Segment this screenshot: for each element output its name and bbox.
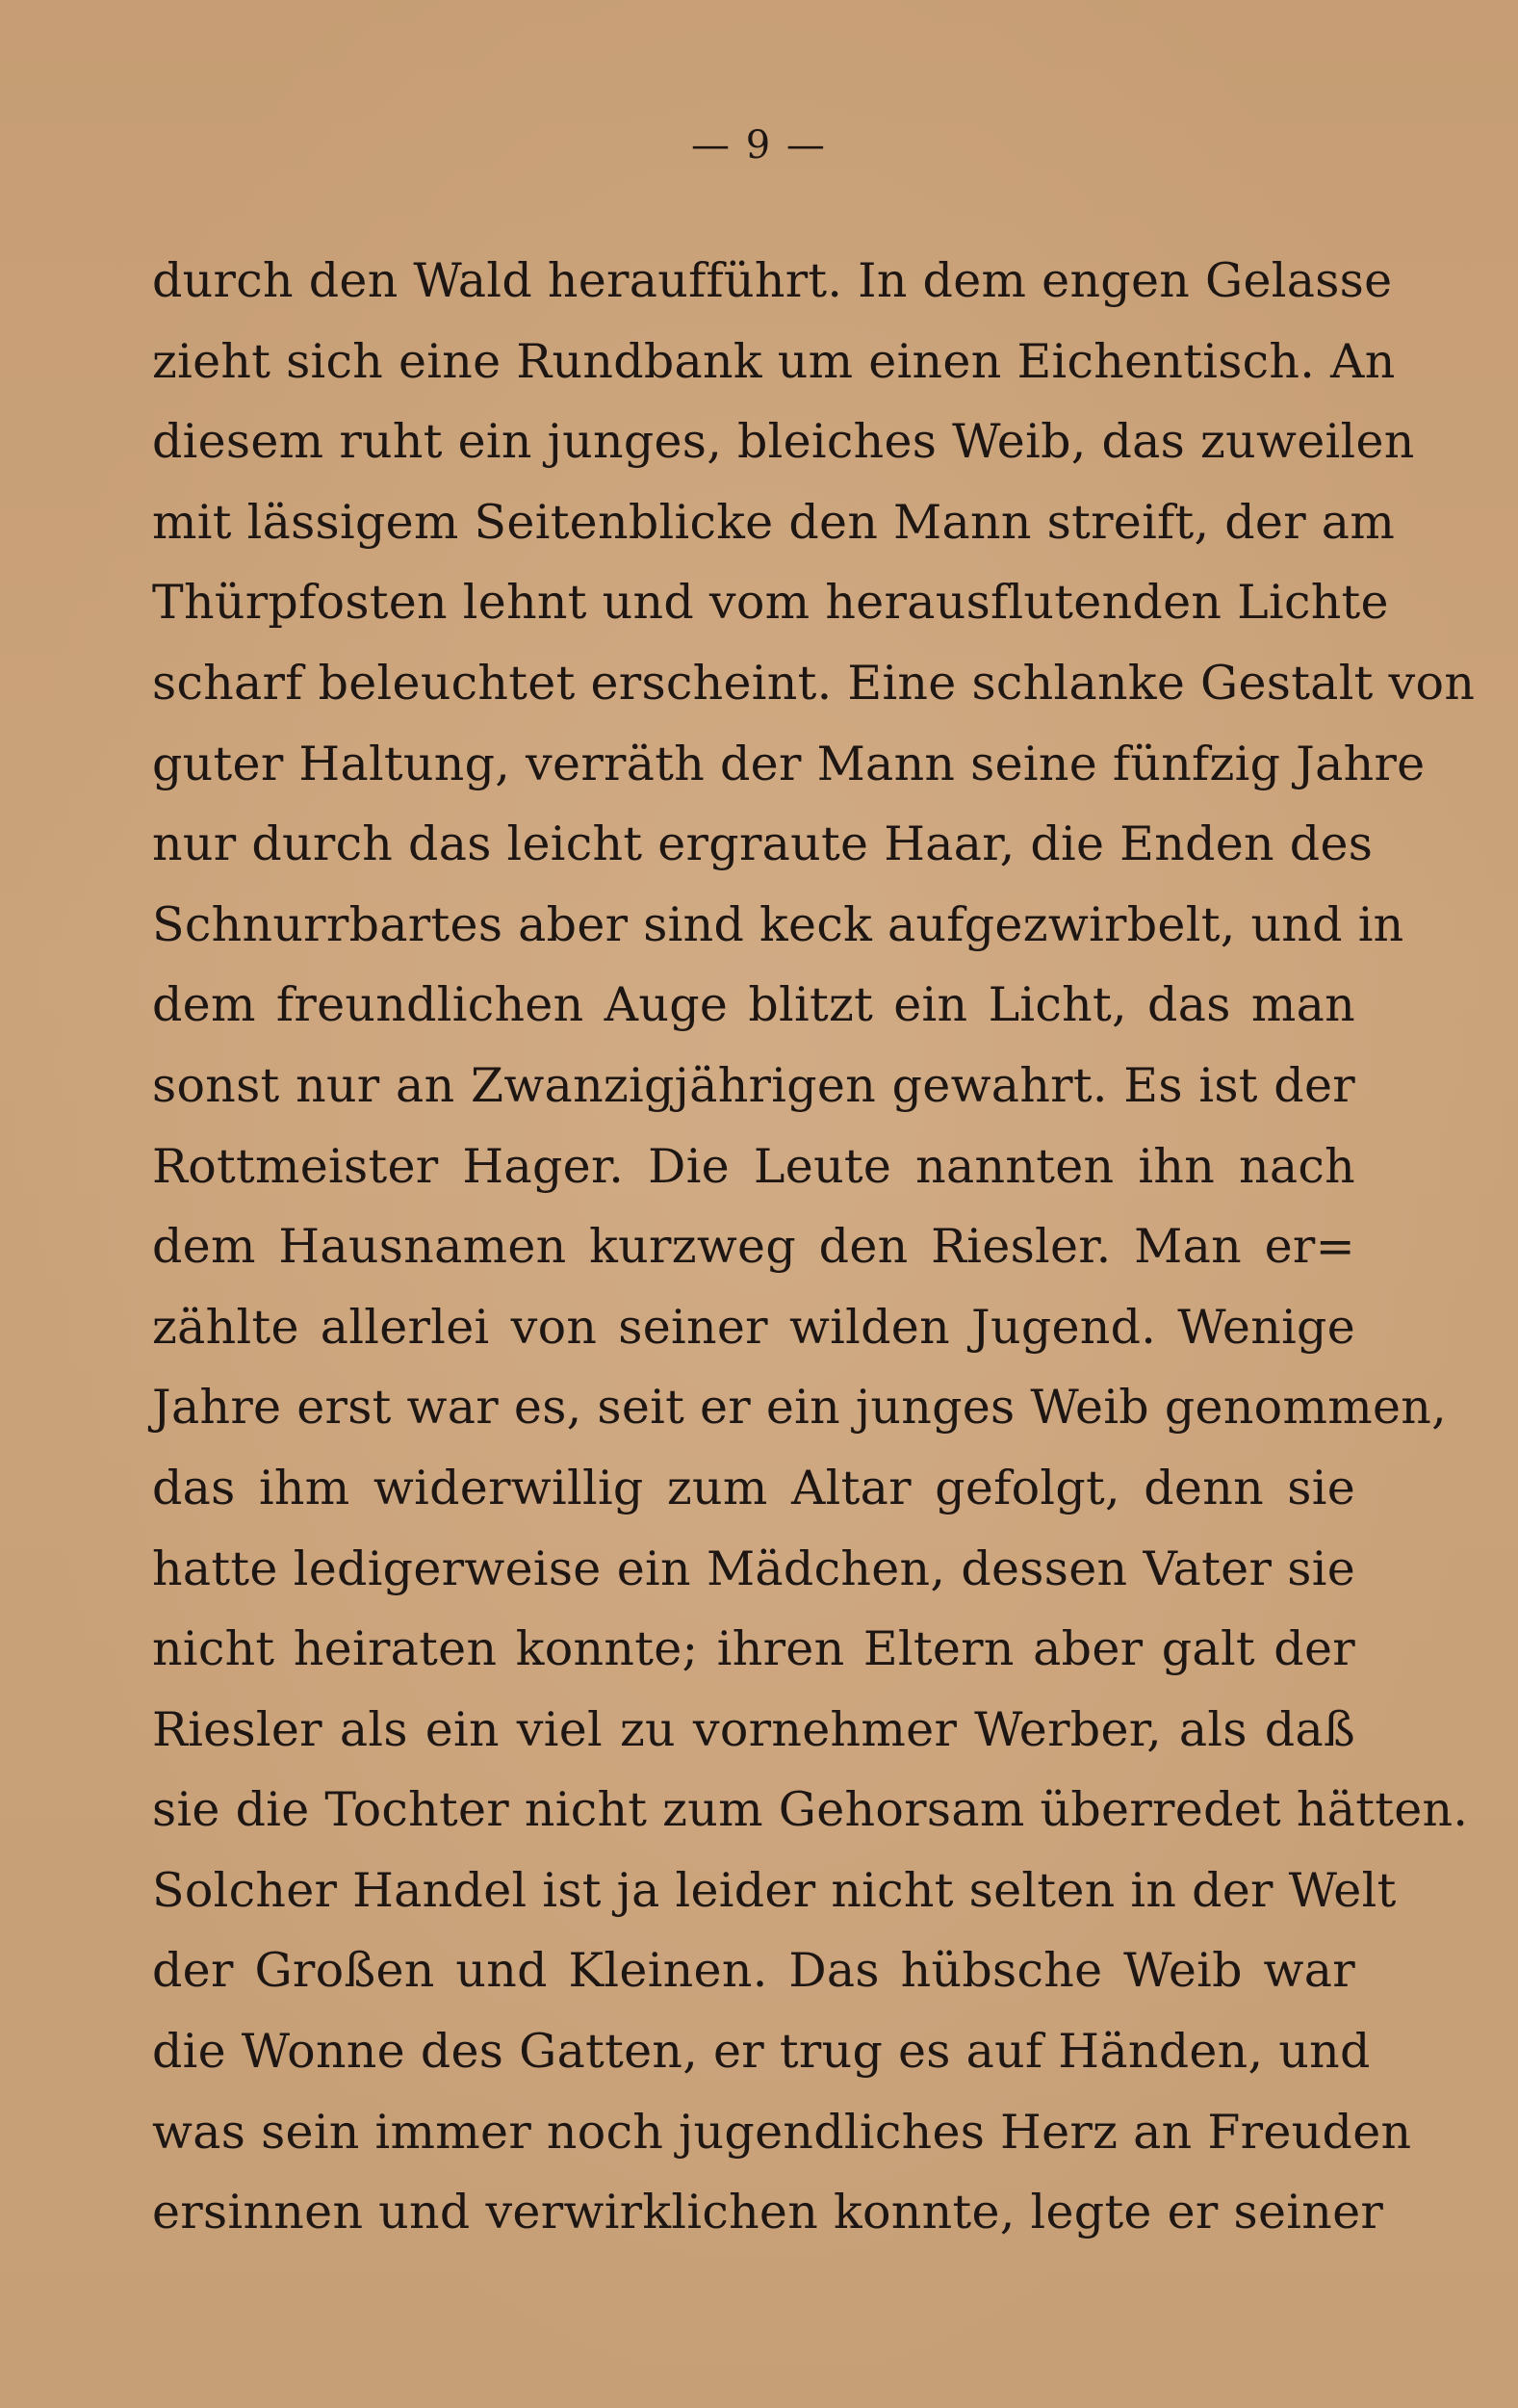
text-line: das ihm widerwillig zum Altar gefolgt, denn sie	[152, 1460, 1355, 1515]
page-number: — 9 —	[691, 123, 827, 168]
text-line: Jahre erst war es, seit er ein junges Weib genommen,	[152, 1380, 1448, 1436]
text-line: zählte allerlei von seiner wilden Jugend. Wenige	[152, 1299, 1355, 1355]
text-line: hatte ledigerweise ein Mädchen, dessen Vater sie	[152, 1541, 1355, 1596]
text-line: nur durch das leicht ergraute Haar, die Enden des	[152, 816, 1374, 872]
text-line: dem freundlichen Auge blitzt ein Licht, das man	[152, 977, 1355, 1033]
text-line: mit lässigem Seitenblicke den Mann streift, der am	[152, 494, 1396, 550]
text-line: durch den Wald heraufführt. In dem engen Gelasse	[152, 253, 1393, 308]
text-line: scharf beleuchtet erscheint. Eine schlanke Gestalt von	[152, 655, 1476, 711]
text-line: Solcher Handel ist ja leider nicht selten in der Welt	[152, 1862, 1397, 1918]
text-line: ersinnen und verwirklichen konnte, legte er seiner	[152, 2185, 1384, 2240]
text-line: Thürpfosten lehnt und vom herausflutenden Lichte	[152, 575, 1389, 631]
text-line: diesem ruht ein junges, bleiches Weib, das zuweilen	[152, 414, 1415, 470]
text-line: guter Haltung, verräth der Mann seine fünfzig Jahre	[152, 736, 1426, 791]
text-line: sonst nur an Zwanzigjährigen gewahrt. Es ist der	[152, 1057, 1355, 1113]
text-line: zieht sich eine Rundbank um einen Eichentisch. An	[152, 333, 1396, 389]
text-line: Schnurrbartes aber sind keck aufgezwirbelt, und in	[152, 896, 1404, 952]
text-line: nicht heiraten konnte; ihren Eltern aber galt der	[152, 1621, 1355, 1677]
body-text	[152, 241, 1476, 2253]
text-line: Rottmeister Hager. Die Leute nannten ihn nach	[152, 1138, 1355, 1194]
text-line: Riesler als ein viel zu vornehmer Werber, als daß	[152, 1701, 1355, 1757]
text-line: sie die Tochter nicht zum Gehorsam überredet hätten.	[152, 1782, 1469, 1838]
text-line: dem Hausnamen kurzweg den Riesler. Man er=	[152, 1219, 1355, 1275]
text-line: der Großen und Kleinen. Das hübsche Weib war	[152, 1943, 1355, 1999]
text-line: die Wonne des Gatten, er trug es auf Händen, und	[152, 2024, 1371, 2080]
text-line: was sein immer noch jugendliches Herz an Freuden	[152, 2104, 1412, 2160]
